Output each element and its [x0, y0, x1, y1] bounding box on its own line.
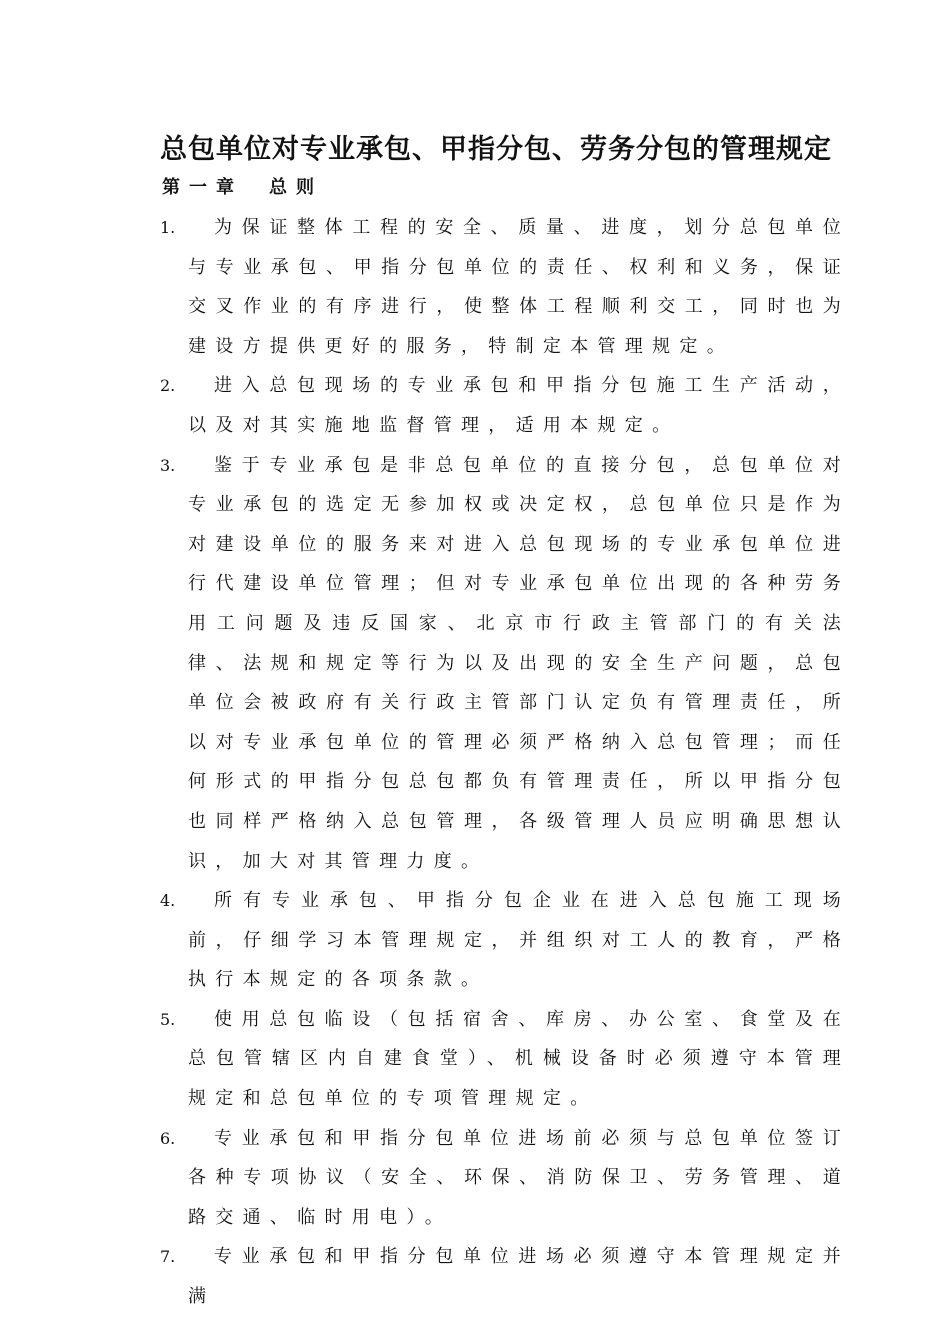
article-text: 进入总包现场的专业承包和甲指分包施工生产活动，以及对其实施地监督管理，适用本规定。: [188, 375, 850, 436]
article-item-4: [160, 881, 850, 1000]
article-text: 所有专业承包、甲指分包企业在进入总包施工现场前，仔细学习本管理规定，并组织对工人的教育，严格执行本规定的各项条款。: [188, 890, 850, 991]
article-text: 使用总包临设（包括宿舍、库房、办公室、食堂及在总包管辖区内自建食堂）、机械设备时必须遵守本管理规定和总包单位的专项管理规定。: [188, 1008, 850, 1110]
article-number: 7.: [160, 1247, 176, 1267]
article-item-3: [160, 446, 850, 882]
article-number: 3.: [160, 455, 176, 475]
article-number: 1.: [160, 218, 176, 237]
article-item-6: [160, 1119, 850, 1238]
article-number: 2.: [160, 376, 176, 396]
article-text: 鉴于专业承包是非总包单位的直接分包，总包单位对专业承包的选定无参加权或决定权，总包单位只是作为对建设单位的服务来对进入总包现场的专业承包单位进行代建设单位管理；但对专业承包单位出现的各种劳务用工问题及违反国家、北京市行政主管部门的有关法律、法规和规定等行为以及出现的安全生产问题，总包单位会被政府有关行政主管部门认定负有管理责任，所以对专业承包单位的管理必须严格纳入总包管理；而任何形式的甲指分包总包都负有管理责任，所以甲指分包也同样严格纳入总包管理，各级管理人员应明确思想认识，加大对其管理力度。: [188, 454, 850, 872]
article-text: 为保证整体工程的安全、质量、进度，划分总包单位与专业承包、甲指分包单位的责任、权利和义务，保证交叉作业的有序进行，使整体工程顺利交工，同时也为建设方提供更好的服务，特制定本管理规定。: [188, 217, 850, 357]
chapter-name: 总则: [269, 177, 323, 198]
article-list: [160, 208, 850, 1317]
article-number: 6.: [160, 1128, 176, 1148]
document-title: 总包单位对专业承包、甲指分包、劳务分包的管理规定: [160, 134, 832, 165]
chapter-label: 第一章: [162, 177, 243, 198]
article-text: 专业承包和甲指分包单位进场前必须与总包单位签订各种专项协议（安全、环保、消防保卫、劳务管理、道路交通、临时用电）。: [188, 1127, 850, 1228]
article-item-5: [160, 1000, 850, 1119]
article-text: 专业承包和甲指分包单位进场必须遵守本管理规定并满: [188, 1246, 850, 1308]
article-number: 4.: [160, 891, 176, 911]
article-item-2: [160, 366, 850, 445]
article-number: 5.: [160, 1009, 176, 1029]
article-item-7: [160, 1237, 850, 1316]
chapter-heading: [162, 172, 323, 204]
article-item-1: [160, 208, 850, 366]
